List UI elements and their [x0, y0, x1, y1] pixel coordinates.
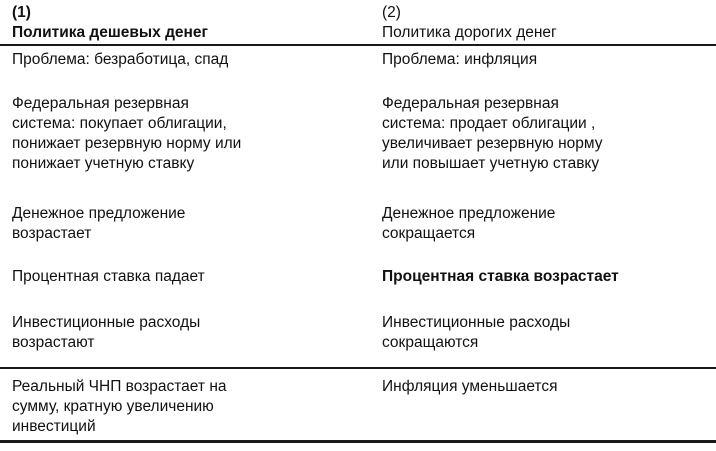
problem-cell: Проблема: безработица, спад [12, 51, 229, 68]
cheap-money-column [12, 0, 372, 451]
interest-rate-cell: Процентная ставка падает [12, 268, 205, 285]
column-number: (1) [12, 4, 31, 21]
problem-cell: Проблема: инфляция [382, 51, 538, 68]
fed-action-cell: Федеральная резервная система: продает облигации , увеличивает резервную норму или повышает учетную ставку [382, 95, 603, 172]
result-cell: Реальный ЧНП возрастает на сумму, кратную увеличению инвестиций [12, 378, 227, 435]
interest-rate-cell: Процентная ставка возрастает [382, 268, 619, 285]
investment-cell: Инвестиционные расходы сокращаются [382, 314, 571, 351]
column-number: (2) [382, 4, 401, 21]
investment-cell: Инвестиционные расходы возрастают [12, 314, 201, 351]
fed-action-cell: Федеральная резервная система: покупает облигации, понижает резервную норму или понижает учетную ставку [12, 95, 242, 172]
result-cell: Инфляция уменьшается [382, 378, 558, 395]
column-title: Политика дорогих денег [382, 24, 557, 41]
dear-money-column [382, 0, 712, 451]
money-supply-cell: Денежное предложение возрастает [12, 205, 186, 242]
column-title: Политика дешевых денег [12, 24, 208, 41]
money-supply-cell: Денежное предложение сокращается [382, 205, 556, 242]
